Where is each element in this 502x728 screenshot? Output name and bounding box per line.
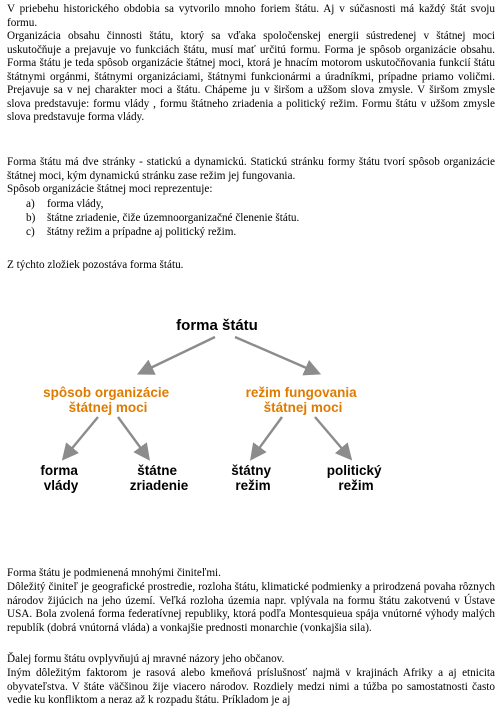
list-item (7, 225, 495, 239)
list-marker: b) (26, 212, 36, 224)
arrow-root-right (235, 337, 318, 373)
components-sentence: Z týchto zložiek pozostáva forma štátu. (7, 259, 184, 271)
list-marker: c) (26, 226, 35, 238)
organization-paragraph: Organizácia obsahu činnosti štátu, ktorý sa vďaka spoločenskej energii sústredenej v štátnej moci uskutočňuje a prejavuje vo funkciách štátu, musí mať určitú formu. Forma je spôsob organizácie obsahu. Forma štátu je teda spôsob organizácie štátnej moci, ktorá je hnacím motorom uskutočňovania funkcií štátu štátnymi orgánmi, štátnymi organizáciami, štátnymi funkcionármi a úradníkmi, prípadne priamo voličmi. Prejavuje sa v nej charakter moci a štátu. Chápeme ju v širšom a užšom slova zmysle. V širšom zmysle slova predstavuje: formu vlády , formu štátneho zriadenia a politický režim. Formu štátu v užšom zmysle slova predstavuje forma vlády. (7, 30, 495, 123)
diagram-leaf-statne-zriadenie: štátne zriadenie (129, 463, 189, 493)
diagram-branch-right: režim fungovania štátnej moci (245, 385, 357, 415)
list-marker: a) (26, 198, 35, 210)
arrow-left-leaf1 (64, 417, 98, 458)
diagram-branch-left: spôsob organizácie štátnej moci (43, 385, 170, 415)
intro-paragraph: V priebehu historického obdobia sa vytvorilo mnoho foriem štátu. Aj v súčasnosti má každý štát svoju formu. (7, 3, 495, 29)
arrow-right-leaf3 (252, 417, 282, 458)
list-item (7, 211, 495, 225)
list-item (7, 197, 495, 211)
list-text: štátny režim a prípadne aj politický režim. (47, 226, 237, 238)
arrow-left-leaf2 (118, 417, 148, 458)
form-of-state-diagram (0, 305, 502, 505)
diagram-leaf-forma-vlady: forma vlády (40, 463, 79, 493)
list-text: forma vlády, (47, 198, 104, 210)
components-list (7, 197, 495, 239)
list-text: štátne zriadenie, čiže územnoorganizačné členenie štátu. (47, 212, 300, 224)
arrow-root-left (140, 337, 215, 373)
geography-paragraph: Dôležitý činiteľ je geografické prostredie, rozloha štátu, klimatické podmienky a prirodzená povaha rôznych národov žijúcich na jeho území. Veľká rozloha územia napr. vplývala na formu štátu zakotvenú v Ústave USA. Bola zvolená forma federatívnej republiky, ktorá podľa Montesquieua spája vnútorné výhody malých republík (dobrá vnútorná vláda) a vonkajšie prednosti monarchie (vonkajšia sila). (7, 581, 495, 634)
arrow-right-leaf4 (315, 417, 350, 458)
moral-views-paragraph: Ďalej formu štátu ovplyvňujú aj mravné názory jeho občanov. (7, 653, 285, 665)
list-intro: Spôsob organizácie štátnej moci reprezentuje: (7, 183, 213, 195)
two-sides-paragraph: Forma štátu má dve stránky - statickú a dynamickú. Statickú stránku formy štátu tvorí spôsob organizácie štátnej moci, kým dynamickú stránku zase režim jej fungovania. (7, 156, 495, 182)
diagram-root: forma štátu (176, 317, 258, 334)
ethnicity-paragraph: Iným dôležitým faktorom je rasová alebo kmeňová príslušnosť najmä v krajinách Afriky a aj etnicita obyvateľstva. V štáte väčšinou žije viacero národov. Rozdiely medzi nimi a túžba po samostatnosti často vedie ku konfliktom a neraz až k rozpadu štátu. Príkladom je aj (7, 667, 495, 706)
factors-intro: Forma štátu je podmienená mnohými činiteľmi. (7, 567, 221, 579)
diagram-leaf-politicky-rezim: politický režim (326, 463, 382, 493)
diagram-leaf-statny-rezim: štátny režim (231, 463, 271, 493)
